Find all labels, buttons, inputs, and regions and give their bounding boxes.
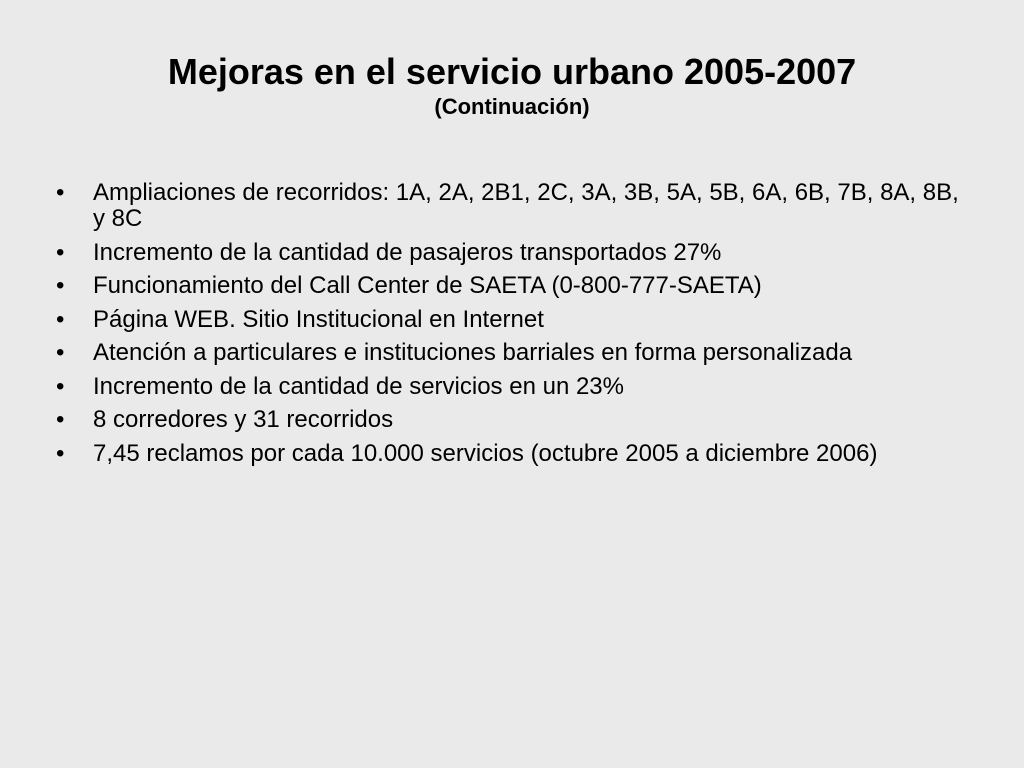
bullet-icon: • (56, 439, 65, 467)
bullet-text: 7,45 reclamos por cada 10.000 servicios (octubre 2005 a diciembre 2006) (93, 439, 878, 467)
bullet-item (56, 240, 976, 266)
bullet-item (56, 374, 976, 400)
bullet-text: Incremento de la cantidad de servicios en un 23% (93, 372, 624, 400)
bullet-icon: • (56, 179, 65, 206)
bullet-item (56, 307, 976, 333)
bullet-icon: • (56, 272, 65, 299)
bullet-icon: • (56, 406, 65, 433)
bullet-item (56, 407, 976, 433)
bullet-text: Atención a particulares e instituciones barriales en forma personalizada (93, 339, 853, 366)
bullet-item (56, 340, 976, 366)
title-block (0, 52, 1024, 120)
bullet-icon: • (56, 238, 65, 266)
bullet-text: Ampliaciones de recorridos: 1A, 2A, 2B1, 2C, 3A, 3B, 5A, 5B, 6A, 6B, 7B, 8A, 8B, y 8C (93, 179, 959, 232)
bullet-text: Incremento de la cantidad de pasajeros transportados 27% (93, 238, 722, 266)
bullet-item (56, 273, 976, 299)
bullet-icon: • (56, 372, 65, 400)
bullet-text: 8 corredores y 31 recorridos (93, 406, 394, 433)
slide-title: Mejoras en el servicio urbano 2005-2007 (167, 51, 857, 92)
bullet-icon: • (56, 339, 65, 366)
slide-subtitle: (Continuación) (434, 94, 590, 119)
bullet-text: Funcionamiento del Call Center de SAETA (0-800-777-SAETA) (93, 272, 762, 299)
bullet-item (56, 180, 976, 232)
bullet-icon: • (56, 305, 65, 333)
bullet-text: Página WEB. Sitio Institucional en Internet (93, 305, 544, 333)
bullet-item (56, 441, 976, 467)
bullet-list (56, 180, 976, 474)
